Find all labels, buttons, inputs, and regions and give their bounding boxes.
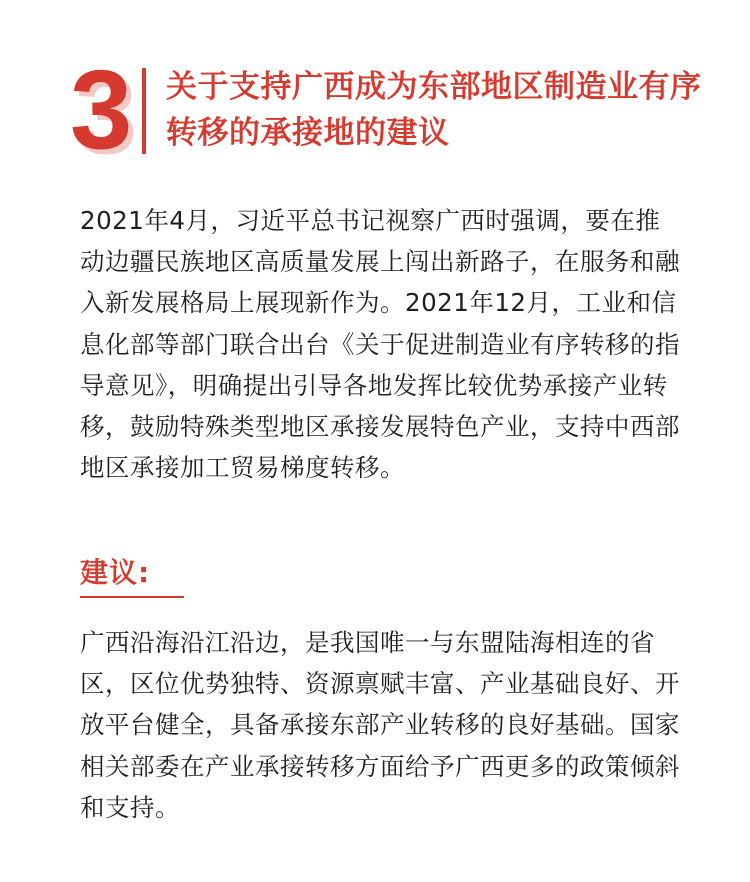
header-divider [142, 68, 146, 154]
section-title: 关于支持广西成为东部地区制造业有序转移的承接地的建议 [166, 69, 702, 151]
background-paragraph: 2021年4月，习近平总书记视察广西时强调，要在推动边疆民族地区高质量发展上闯出新路子，在服务和融入新发展格局上展现新作为。2021年12月，工业和信息化部等部门联合出台《关于促进制造业有序转移的指导意见》，明确提出引导各地发挥比较优势承接产业转移，鼓励特殊类型地区承接发展特色产业，支持中西部地区承接加工贸易梯度转移。 [80, 206, 680, 483]
section-header [70, 47, 710, 172]
suggestion-heading-label: 建议: [80, 556, 151, 589]
suggestion-paragraph: 广西沿海沿江沿边，是我国唯一与东盟陆海相连的省区，区位优势独特、资源禀赋丰富、产业基础良好、开放平台健全，具备承接东部产业转移的良好基础。国家相关部委在产业承接转移方面给予广西更多的政策倾斜和支持。 [80, 628, 680, 822]
section-number: 3 [70, 47, 133, 172]
suggestion-heading [80, 554, 184, 598]
